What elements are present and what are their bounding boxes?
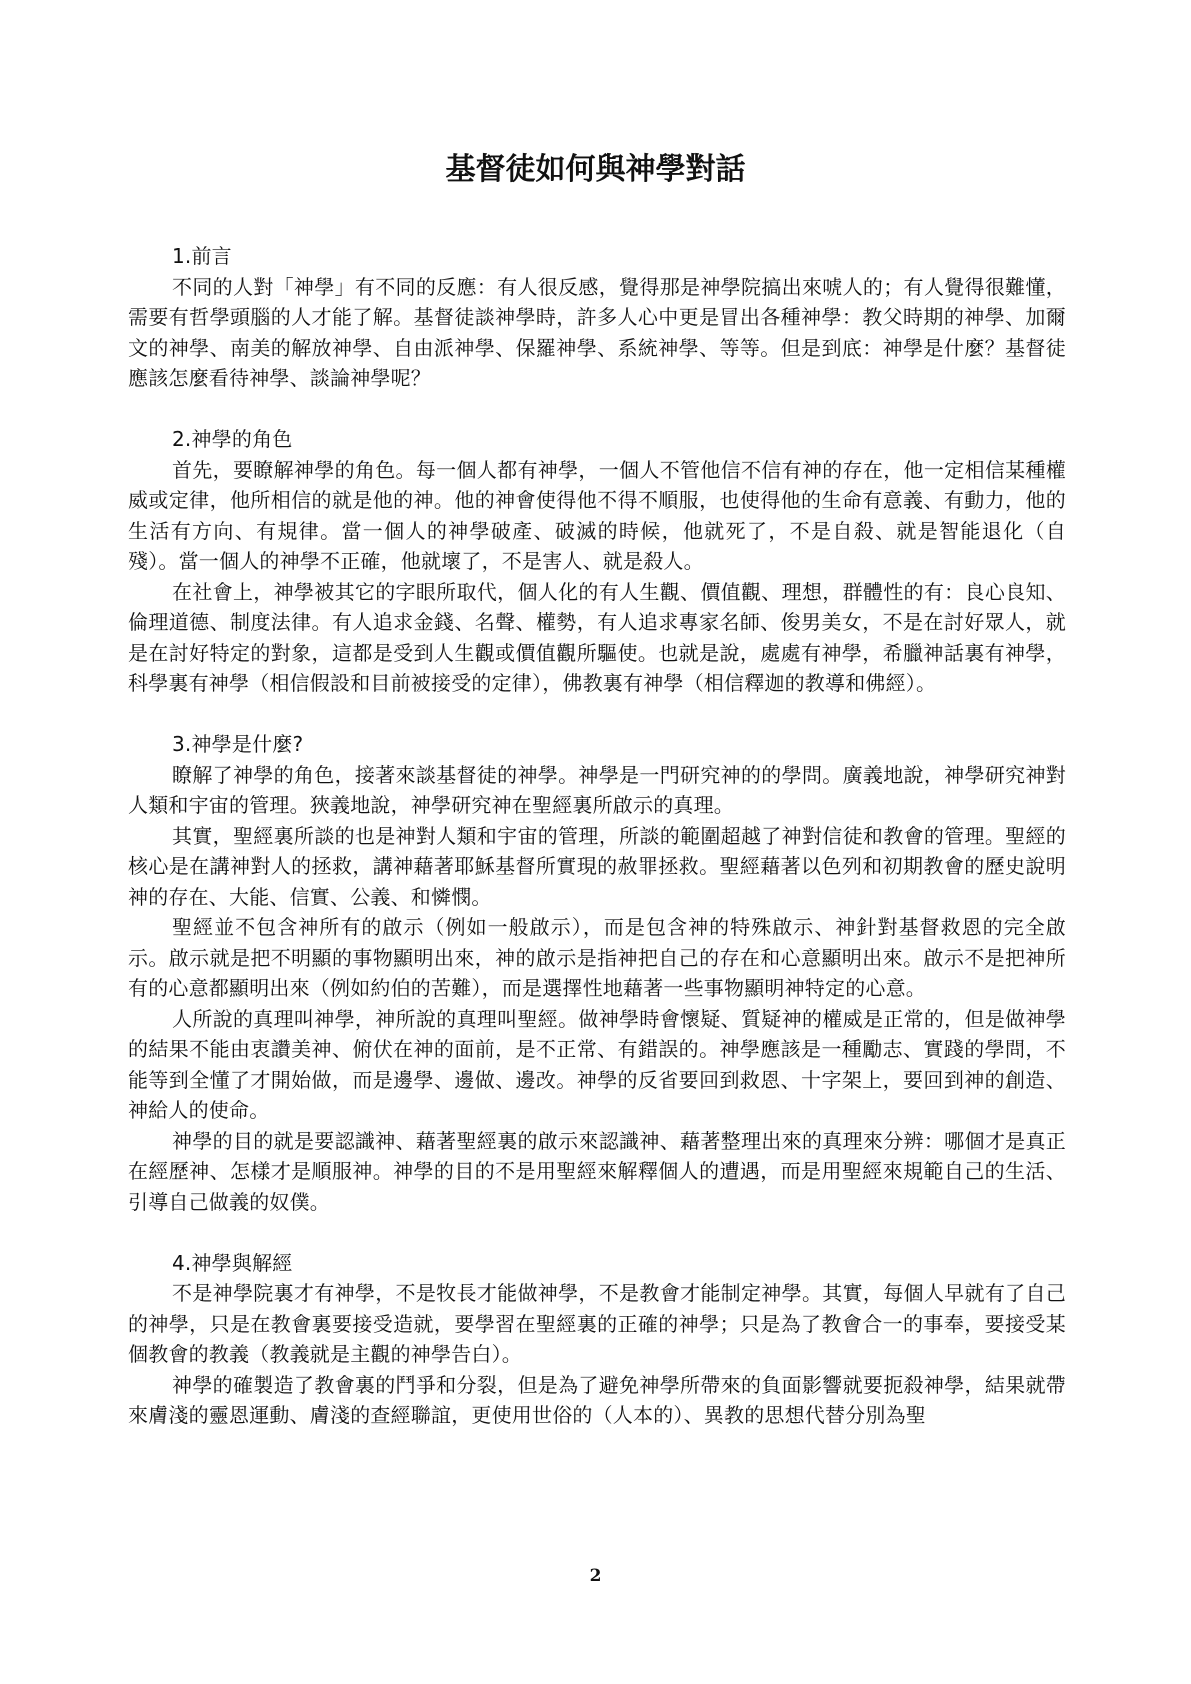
body-paragraph: 人所說的真理叫神學，神所說的真理叫聖經。做神學時會懷疑、質疑神的權威是正常的，但是做神學的結果不能由衷讚美神、俯伏在神的面前，是不正常、有錯誤的。神學應該是一種勵志、實踐的學問，不能等到全懂了才開始做，而是邊學、邊做、邊改。神學的反省要回到救恩、十字架上，要回到神的創造、神給人的使命。 [128, 1006, 1066, 1122]
section-introduction [128, 241, 1066, 394]
body-paragraph: 首先，要瞭解神學的角色。每一個人都有神學，一個人不管他信不信有神的存在，他一定相信某種權威或定律，他所相信的就是他的神。他的神會使得他不得不順服，也使得他的生命有意義、有動力，他的生活有方向、有規律。當一個人的神學破產、破滅的時候，他就死了，不是自殺、就是智能退化（自殘）。當一個人的神學不正確，他就壞了，不是害人、就是殺人。 [128, 457, 1066, 573]
section-theology-and-exegesis [128, 1248, 1066, 1431]
section-what-is-theology [128, 729, 1066, 1217]
body-paragraph: 不同的人對「神學」有不同的反應：有人很反感，覺得那是神學院搞出來唬人的；有人覺得很難懂，需要有哲學頭腦的人才能了解。基督徒談神學時，許多人心中更是冒出各種神學：教父時期的神學、加爾文的神學、南美的解放神學、自由派神學、保羅神學、系統神學、等等。但是到底：神學是什麼？基督徒應該怎麼看待神學、談論神學呢？ [128, 274, 1066, 390]
body-paragraph: 其實，聖經裏所談的也是神對人類和宇宙的管理，所談的範圍超越了神對信徒和教會的管理。聖經的核心是在講神對人的拯救，講神藉著耶穌基督所實現的赦罪拯救。聖經藉著以色列和初期教會的歷史說明神的存在、大能、信實、公義、和憐憫。 [128, 823, 1066, 909]
document-title: 基督徒如何與神學對話 [445, 152, 746, 187]
section-role-of-theology [128, 424, 1066, 699]
section-heading: 4.神學與解經 [172, 1250, 293, 1275]
page-number: 2 [589, 1566, 602, 1586]
body-paragraph: 神學的確製造了教會裏的鬥爭和分裂，但是為了避免神學所帶來的負面影響就要扼殺神學，結果就帶來膚淺的靈恩運動、膚淺的查經聯誼，更使用世俗的（人本的）、異教的思想代替分別為聖 [128, 1372, 1066, 1427]
section-heading: 1.前言 [172, 244, 232, 268]
section-heading: 3.神學是什麼? [172, 732, 304, 756]
body-paragraph: 不是神學院裏才有神學，不是牧長才能做神學，不是教會才能制定神學。其實，每個人早就有了自己的神學，只是在教會裏要接受造就，要學習在聖經裏的正確的神學；只是為了教會合一的事奉，要接受某個教會的教義（教義就是主觀的神學告白）。 [128, 1281, 1066, 1366]
body-paragraph: 瞭解了神學的角色，接著來談基督徒的神學。神學是一門研究神的的學問。廣義地說，神學研究神對人類和宇宙的管理。狹義地說，神學研究神在聖經裏所啟示的真理。 [128, 762, 1066, 817]
body-paragraph: 在社會上，神學被其它的字眼所取代，個人化的有人生觀、價值觀、理想，群體性的有：良心良知、倫理道德、制度法律。有人追求金錢、名聲、權勢，有人追求專家名師、俊男美女，不是在討好眾人，就是在討好特定的對象，這都是受到人生觀或價值觀所驅使。也就是說，處處有神學，希臘神話裏有神學，科學裏有神學（相信假設和目前被接受的定律），佛教裏有神學（相信釋迦的教導和佛經）。 [128, 579, 1066, 695]
body-paragraph: 神學的目的就是要認識神、藉著聖經裏的啟示來認識神、藉著整理出來的真理來分辨：哪個才是真正在經歷神、怎樣才是順服神。神學的目的不是用聖經來解釋個人的遭遇，而是用聖經來規範自己的生活、引導自己做義的奴僕。 [128, 1128, 1066, 1214]
body-paragraph: 聖經並不包含神所有的啟示（例如一般啟示），而是包含神的特殊啟示、神針對基督救恩的完全啟示。啟示就是把不明顯的事物顯明出來，神的啟示是指神把自己的存在和心意顯明出來。啟示不是把神所有的心意都顯明出來（例如約伯的苦難），而是選擇性地藉著一些事物顯明神特定的心意。 [128, 915, 1066, 1000]
document-body [128, 241, 1066, 1461]
section-heading: 2.神學的角色 [172, 427, 293, 451]
